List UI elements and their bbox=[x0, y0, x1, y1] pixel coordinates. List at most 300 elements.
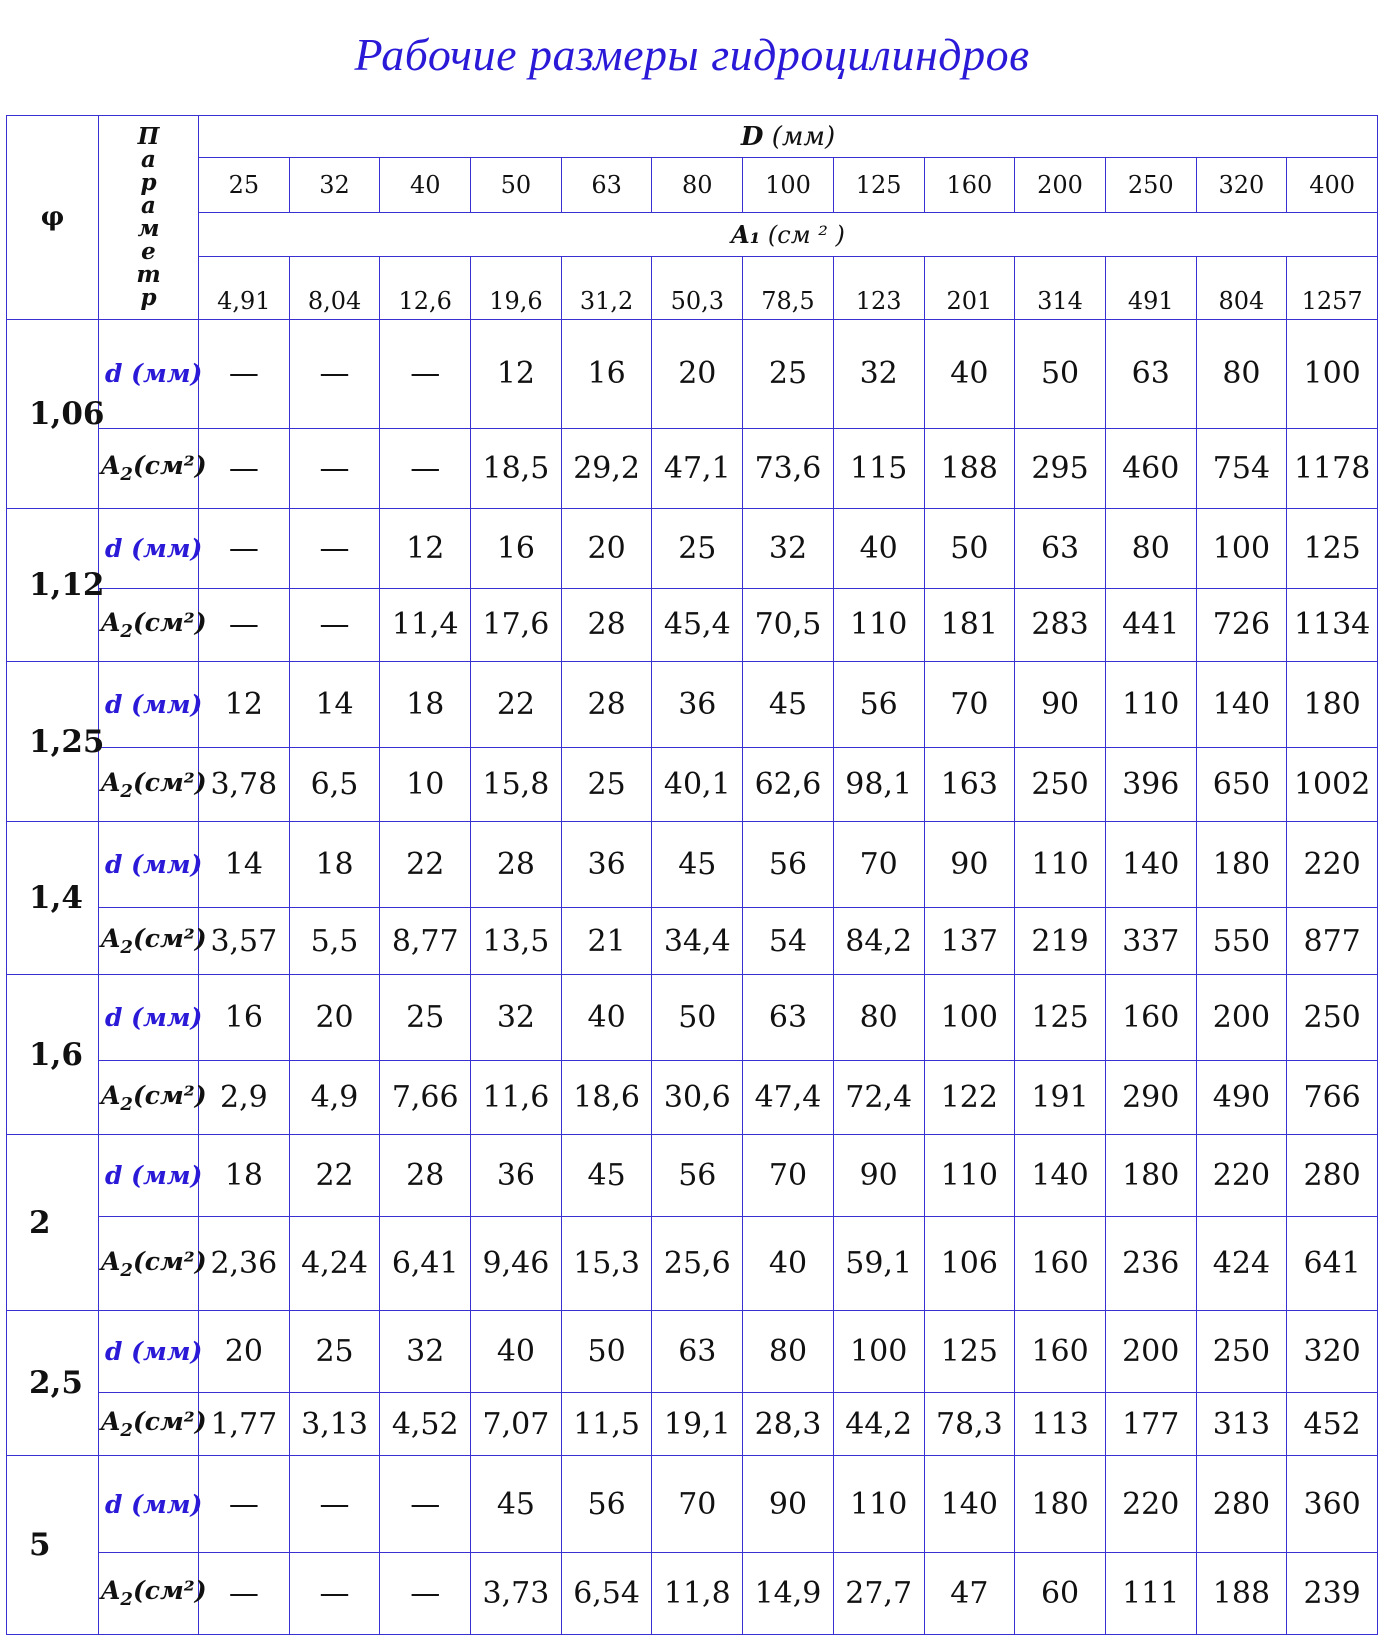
rod-diameter-cell: 20 bbox=[199, 1311, 290, 1393]
rod-diameter-cell: 140 bbox=[924, 1456, 1015, 1553]
rod-diameter-cell: 125 bbox=[1287, 508, 1378, 588]
annular-area-symbol: A bbox=[101, 1080, 121, 1110]
annular-area-cell: 2,9 bbox=[199, 1061, 290, 1135]
annular-area-cell: 460 bbox=[1105, 429, 1196, 509]
rod-diameter-cell: 28 bbox=[380, 1134, 471, 1216]
annular-area-cell: 4,24 bbox=[289, 1216, 380, 1311]
area-a1-unit: (см ² ) bbox=[767, 220, 845, 249]
annular-area-cell: 188 bbox=[924, 429, 1015, 509]
annular-area-cell: 1002 bbox=[1287, 748, 1378, 822]
rod-diameter-cell: 160 bbox=[1015, 1311, 1106, 1393]
diameter-value: 40 bbox=[380, 158, 471, 213]
annular-area-cell: 11,8 bbox=[652, 1552, 743, 1634]
area-a1-symbol: A₁ bbox=[731, 219, 761, 249]
area-a1-value: 314 bbox=[1015, 256, 1106, 319]
rod-diameter-cell: 80 bbox=[833, 975, 924, 1061]
annular-area-cell: 98,1 bbox=[833, 748, 924, 822]
parameter-letter: т bbox=[136, 261, 161, 289]
rod-diameter-cell: 40 bbox=[471, 1311, 562, 1393]
parameter-letter: р bbox=[140, 169, 157, 197]
annular-area-cell: — bbox=[199, 1552, 290, 1634]
annular-area-cell: 6,41 bbox=[380, 1216, 471, 1311]
rod-diameter-cell: 180 bbox=[1105, 1134, 1196, 1216]
annular-area-unit: (см²) bbox=[132, 1246, 207, 1276]
rod-diameter-cell: 90 bbox=[924, 821, 1015, 907]
annular-area-cell: 441 bbox=[1105, 588, 1196, 662]
parameter-letter: а bbox=[141, 146, 156, 174]
annular-area-cell: 18,6 bbox=[561, 1061, 652, 1135]
phi-column-header: φ bbox=[7, 116, 99, 320]
table-row-d bbox=[7, 1456, 1378, 1553]
annular-area-cell: 47,1 bbox=[652, 429, 743, 509]
rod-diameter-cell: 32 bbox=[833, 319, 924, 428]
annular-area-cell: 188 bbox=[1196, 1552, 1287, 1634]
annular-area-subscript: 2 bbox=[120, 937, 133, 959]
annular-area-symbol: A bbox=[101, 607, 121, 637]
annular-area-cell: 28,3 bbox=[743, 1393, 834, 1456]
annular-area-cell: 163 bbox=[924, 748, 1015, 822]
diameter-value: 320 bbox=[1196, 158, 1287, 213]
phi-value: 2,5 bbox=[7, 1311, 99, 1456]
area-a1-value: 19,6 bbox=[471, 256, 562, 319]
annular-area-cell: 160 bbox=[1015, 1216, 1106, 1311]
annular-area-cell: 11,4 bbox=[380, 588, 471, 662]
annular-area-cell: — bbox=[380, 1552, 471, 1634]
rod-diameter-cell: 50 bbox=[561, 1311, 652, 1393]
parameter-letter: П bbox=[137, 123, 160, 151]
rod-diameter-cell: 45 bbox=[561, 1134, 652, 1216]
header-row-d-values bbox=[7, 158, 1378, 213]
rod-diameter-cell: 25 bbox=[380, 975, 471, 1061]
annular-area-cell: 17,6 bbox=[471, 588, 562, 662]
rod-diameter-cell: 140 bbox=[1105, 821, 1196, 907]
annular-area-unit: (см²) bbox=[132, 607, 207, 637]
diameter-symbol: D bbox=[740, 121, 764, 152]
table-row-d bbox=[7, 1311, 1378, 1393]
table-row-a2 bbox=[7, 1061, 1378, 1135]
table-row-d bbox=[7, 975, 1378, 1061]
rod-diameter-label: d (мм) bbox=[99, 1134, 199, 1216]
rod-diameter-cell: 56 bbox=[652, 1134, 743, 1216]
annular-area-cell: 290 bbox=[1105, 1061, 1196, 1135]
annular-area-subscript: 2 bbox=[120, 464, 133, 486]
phi-value: 1,12 bbox=[7, 508, 99, 661]
page-title: Рабочие размеры гидроцилиндров bbox=[354, 29, 1030, 80]
annular-area-cell: 7,07 bbox=[471, 1393, 562, 1456]
annular-area-cell: 337 bbox=[1105, 907, 1196, 974]
rod-diameter-cell: 125 bbox=[924, 1311, 1015, 1393]
rod-diameter-cell: 40 bbox=[833, 508, 924, 588]
annular-area-cell: 650 bbox=[1196, 748, 1287, 822]
annular-area-cell: 313 bbox=[1196, 1393, 1287, 1456]
annular-area-cell: — bbox=[199, 588, 290, 662]
rod-diameter-label: d (мм) bbox=[99, 1456, 199, 1553]
annular-area-cell: — bbox=[380, 429, 471, 509]
rod-diameter-label: d (мм) bbox=[99, 975, 199, 1061]
rod-diameter-cell: — bbox=[199, 319, 290, 428]
phi-value: 1,6 bbox=[7, 975, 99, 1135]
rod-diameter-cell: 14 bbox=[199, 821, 290, 907]
diameter-value: 80 bbox=[652, 158, 743, 213]
annular-area-symbol: A bbox=[101, 1576, 121, 1606]
annular-area-cell: 6,54 bbox=[561, 1552, 652, 1634]
area-a1-value: 8,04 bbox=[289, 256, 380, 319]
annular-area-cell: 78,3 bbox=[924, 1393, 1015, 1456]
rod-diameter-cell: 63 bbox=[1105, 319, 1196, 428]
diameter-value: 32 bbox=[289, 158, 380, 213]
annular-area-cell: — bbox=[289, 429, 380, 509]
header-row-a1-values bbox=[7, 256, 1378, 319]
annular-area-cell: 6,5 bbox=[289, 748, 380, 822]
annular-area-symbol: A bbox=[101, 1407, 121, 1437]
annular-area-cell: 641 bbox=[1287, 1216, 1378, 1311]
annular-area-unit: (см²) bbox=[132, 451, 207, 481]
annular-area-cell: 5,5 bbox=[289, 907, 380, 974]
annular-area-subscript: 2 bbox=[120, 1259, 133, 1281]
rod-diameter-cell: 20 bbox=[652, 319, 743, 428]
annular-area-cell: — bbox=[289, 588, 380, 662]
annular-area-cell: 452 bbox=[1287, 1393, 1378, 1456]
rod-diameter-cell: 45 bbox=[471, 1456, 562, 1553]
parameter-letter: а bbox=[141, 192, 156, 220]
annular-area-symbol: A bbox=[101, 767, 121, 797]
rod-diameter-cell: 70 bbox=[743, 1134, 834, 1216]
phi-value: 2 bbox=[7, 1134, 99, 1310]
rod-diameter-cell: — bbox=[289, 319, 380, 428]
table-row-a2 bbox=[7, 907, 1378, 974]
annular-area-cell: 54 bbox=[743, 907, 834, 974]
annular-area-cell: 45,4 bbox=[652, 588, 743, 662]
diameter-unit: (мм) bbox=[771, 121, 836, 152]
annular-area-cell: 424 bbox=[1196, 1216, 1287, 1311]
rod-diameter-cell: 90 bbox=[833, 1134, 924, 1216]
table-body bbox=[7, 116, 1378, 1635]
annular-area-subscript: 2 bbox=[120, 1420, 133, 1442]
annular-area-cell: 10 bbox=[380, 748, 471, 822]
table-row-d bbox=[7, 821, 1378, 907]
rod-diameter-label: d (мм) bbox=[99, 508, 199, 588]
annular-area-cell: 59,1 bbox=[833, 1216, 924, 1311]
cylinder-dimensions-table bbox=[6, 115, 1378, 1635]
rod-diameter-cell: 56 bbox=[743, 821, 834, 907]
rod-diameter-cell: 14 bbox=[289, 662, 380, 748]
rod-diameter-cell: 280 bbox=[1196, 1456, 1287, 1553]
rod-diameter-cell: 32 bbox=[380, 1311, 471, 1393]
rod-diameter-cell: 18 bbox=[289, 821, 380, 907]
rod-diameter-cell: 360 bbox=[1287, 1456, 1378, 1553]
rod-diameter-cell: 18 bbox=[199, 1134, 290, 1216]
annular-area-symbol: A bbox=[101, 451, 121, 481]
table-row-a2 bbox=[7, 748, 1378, 822]
phi-value: 5 bbox=[7, 1456, 99, 1635]
annular-area-cell: 295 bbox=[1015, 429, 1106, 509]
rod-diameter-cell: 36 bbox=[652, 662, 743, 748]
annular-area-subscript: 2 bbox=[120, 780, 133, 802]
rod-diameter-cell: 36 bbox=[561, 821, 652, 907]
rod-diameter-cell: — bbox=[199, 508, 290, 588]
rod-diameter-cell: 12 bbox=[380, 508, 471, 588]
annular-area-cell: 11,5 bbox=[561, 1393, 652, 1456]
annular-area-cell: 4,52 bbox=[380, 1393, 471, 1456]
annular-area-cell: 766 bbox=[1287, 1061, 1378, 1135]
diameter-value: 63 bbox=[561, 158, 652, 213]
annular-area-cell: 15,3 bbox=[561, 1216, 652, 1311]
annular-area-cell: — bbox=[289, 1552, 380, 1634]
rod-diameter-cell: 100 bbox=[1287, 319, 1378, 428]
annular-area-cell: 191 bbox=[1015, 1061, 1106, 1135]
rod-diameter-cell: 90 bbox=[743, 1456, 834, 1553]
annular-area-cell: 3,13 bbox=[289, 1393, 380, 1456]
rod-diameter-cell: 25 bbox=[743, 319, 834, 428]
diameter-value: 200 bbox=[1015, 158, 1106, 213]
rod-diameter-cell: 20 bbox=[561, 508, 652, 588]
rod-diameter-cell: 28 bbox=[561, 662, 652, 748]
annular-area-cell: 84,2 bbox=[833, 907, 924, 974]
diameter-value: 125 bbox=[833, 158, 924, 213]
table-row-a2 bbox=[7, 1552, 1378, 1634]
phi-value: 1,25 bbox=[7, 662, 99, 822]
table-row-a2 bbox=[7, 1216, 1378, 1311]
rod-diameter-cell: 110 bbox=[1105, 662, 1196, 748]
header-row-a1-label bbox=[7, 212, 1378, 256]
rod-diameter-cell: 32 bbox=[471, 975, 562, 1061]
rod-diameter-cell: 180 bbox=[1015, 1456, 1106, 1553]
rod-diameter-label: d (мм) bbox=[99, 1311, 199, 1393]
annular-area-label bbox=[99, 1061, 207, 1135]
rod-diameter-cell: 16 bbox=[561, 319, 652, 428]
annular-area-cell: 25,6 bbox=[652, 1216, 743, 1311]
annular-area-cell: 47,4 bbox=[743, 1061, 834, 1135]
annular-area-cell: 18,5 bbox=[471, 429, 562, 509]
diameter-value: 250 bbox=[1105, 158, 1196, 213]
rod-diameter-cell: 200 bbox=[1105, 1311, 1196, 1393]
annular-area-cell: 9,46 bbox=[471, 1216, 562, 1311]
annular-area-cell: 754 bbox=[1196, 429, 1287, 509]
table-row-d bbox=[7, 1134, 1378, 1216]
parameter-column-header bbox=[99, 116, 199, 320]
parameter-letter: р bbox=[140, 284, 157, 312]
rod-diameter-cell: 320 bbox=[1287, 1311, 1378, 1393]
rod-diameter-cell: 12 bbox=[199, 662, 290, 748]
diameter-value: 160 bbox=[924, 158, 1015, 213]
rod-diameter-cell: 28 bbox=[471, 821, 562, 907]
annular-area-cell: 3,57 bbox=[199, 907, 290, 974]
annular-area-cell: 14,9 bbox=[743, 1552, 834, 1634]
rod-diameter-label: d (мм) bbox=[99, 662, 199, 748]
rod-diameter-cell: 45 bbox=[652, 821, 743, 907]
annular-area-symbol: A bbox=[101, 1246, 121, 1276]
annular-area-cell: 239 bbox=[1287, 1552, 1378, 1634]
area-a1-value: 201 bbox=[924, 256, 1015, 319]
area-a1-value: 12,6 bbox=[380, 256, 471, 319]
annular-area-cell: 1134 bbox=[1287, 588, 1378, 662]
annular-area-cell: 219 bbox=[1015, 907, 1106, 974]
annular-area-label bbox=[99, 1393, 207, 1456]
rod-diameter-cell: 12 bbox=[471, 319, 562, 428]
annular-area-cell: 7,66 bbox=[380, 1061, 471, 1135]
rod-diameter-cell: 16 bbox=[199, 975, 290, 1061]
annular-area-unit: (см²) bbox=[132, 1407, 207, 1437]
annular-area-label bbox=[99, 748, 207, 822]
annular-area-cell: 11,6 bbox=[471, 1061, 562, 1135]
rod-diameter-cell: 22 bbox=[471, 662, 562, 748]
rod-diameter-cell: — bbox=[380, 1456, 471, 1553]
table-row-d bbox=[7, 319, 1378, 428]
area-a1-value: 1257 bbox=[1287, 256, 1378, 319]
table-row-d bbox=[7, 508, 1378, 588]
diameter-header bbox=[199, 116, 1378, 158]
annular-area-cell: 8,77 bbox=[380, 907, 471, 974]
rod-diameter-cell: 63 bbox=[743, 975, 834, 1061]
annular-area-cell: 3,73 bbox=[471, 1552, 562, 1634]
annular-area-cell: 70,5 bbox=[743, 588, 834, 662]
annular-area-cell: 30,6 bbox=[652, 1061, 743, 1135]
rod-diameter-cell: 16 bbox=[471, 508, 562, 588]
rod-diameter-cell: 180 bbox=[1287, 662, 1378, 748]
annular-area-cell: 250 bbox=[1015, 748, 1106, 822]
rod-diameter-cell: 100 bbox=[1196, 508, 1287, 588]
rod-diameter-cell: 220 bbox=[1287, 821, 1378, 907]
table-row-d bbox=[7, 662, 1378, 748]
rod-diameter-cell: 220 bbox=[1196, 1134, 1287, 1216]
rod-diameter-cell: 100 bbox=[833, 1311, 924, 1393]
annular-area-cell: 19,1 bbox=[652, 1393, 743, 1456]
rod-diameter-cell: 280 bbox=[1287, 1134, 1378, 1216]
annular-area-label bbox=[99, 588, 207, 662]
rod-diameter-cell: 56 bbox=[561, 1456, 652, 1553]
rod-diameter-cell: 80 bbox=[1196, 319, 1287, 428]
rod-diameter-cell: 22 bbox=[380, 821, 471, 907]
annular-area-unit: (см²) bbox=[132, 1576, 207, 1606]
annular-area-cell: 34,4 bbox=[652, 907, 743, 974]
annular-area-cell: 177 bbox=[1105, 1393, 1196, 1456]
rod-diameter-cell: 80 bbox=[743, 1311, 834, 1393]
rod-diameter-cell: 20 bbox=[289, 975, 380, 1061]
annular-area-cell: 106 bbox=[924, 1216, 1015, 1311]
table-row-a2 bbox=[7, 1393, 1378, 1456]
rod-diameter-cell: 200 bbox=[1196, 975, 1287, 1061]
table-row-a2 bbox=[7, 429, 1378, 509]
annular-area-cell: 60 bbox=[1015, 1552, 1106, 1634]
annular-area-cell: 44,2 bbox=[833, 1393, 924, 1456]
annular-area-subscript: 2 bbox=[120, 620, 133, 642]
annular-area-cell: 877 bbox=[1287, 907, 1378, 974]
rod-diameter-cell: — bbox=[199, 1456, 290, 1553]
annular-area-cell: 13,5 bbox=[471, 907, 562, 974]
rod-diameter-cell: 100 bbox=[924, 975, 1015, 1061]
rod-diameter-cell: 70 bbox=[833, 821, 924, 907]
rod-diameter-cell: 180 bbox=[1196, 821, 1287, 907]
annular-area-cell: 73,6 bbox=[743, 429, 834, 509]
annular-area-unit: (см²) bbox=[132, 1080, 207, 1110]
diameter-value: 400 bbox=[1287, 158, 1378, 213]
annular-area-cell: 21 bbox=[561, 907, 652, 974]
rod-diameter-cell: 140 bbox=[1015, 1134, 1106, 1216]
annular-area-label bbox=[99, 1216, 207, 1311]
rod-diameter-cell: — bbox=[380, 319, 471, 428]
rod-diameter-cell: 250 bbox=[1196, 1311, 1287, 1393]
rod-diameter-cell: 70 bbox=[924, 662, 1015, 748]
rod-diameter-cell: 40 bbox=[561, 975, 652, 1061]
rod-diameter-cell: 140 bbox=[1196, 662, 1287, 748]
annular-area-cell: 2,36 bbox=[199, 1216, 290, 1311]
annular-area-cell: 110 bbox=[833, 588, 924, 662]
annular-area-cell: — bbox=[199, 429, 290, 509]
annular-area-label bbox=[99, 429, 207, 509]
rod-diameter-cell: 220 bbox=[1105, 1456, 1196, 1553]
rod-diameter-cell: 50 bbox=[1015, 319, 1106, 428]
rod-diameter-cell: 125 bbox=[1015, 975, 1106, 1061]
annular-area-cell: 726 bbox=[1196, 588, 1287, 662]
rod-diameter-cell: 36 bbox=[471, 1134, 562, 1216]
annular-area-subscript: 2 bbox=[120, 1093, 133, 1115]
rod-diameter-cell: 110 bbox=[924, 1134, 1015, 1216]
area-a1-value: 31,2 bbox=[561, 256, 652, 319]
annular-area-subscript: 2 bbox=[120, 1589, 133, 1611]
rod-diameter-cell: 25 bbox=[289, 1311, 380, 1393]
rod-diameter-cell: 50 bbox=[652, 975, 743, 1061]
annular-area-cell: 550 bbox=[1196, 907, 1287, 974]
annular-area-cell: 25 bbox=[561, 748, 652, 822]
rod-diameter-cell: — bbox=[289, 508, 380, 588]
annular-area-cell: 29,2 bbox=[561, 429, 652, 509]
area-a1-value: 4,91 bbox=[199, 256, 290, 319]
annular-area-cell: 490 bbox=[1196, 1061, 1287, 1135]
parameter-letter: м bbox=[137, 215, 160, 243]
area-a1-value: 491 bbox=[1105, 256, 1196, 319]
rod-diameter-cell: — bbox=[289, 1456, 380, 1553]
rod-diameter-cell: 110 bbox=[1015, 821, 1106, 907]
annular-area-cell: 47 bbox=[924, 1552, 1015, 1634]
rod-diameter-cell: 25 bbox=[652, 508, 743, 588]
annular-area-cell: 28 bbox=[561, 588, 652, 662]
rod-diameter-cell: 56 bbox=[833, 662, 924, 748]
annular-area-cell: 40,1 bbox=[652, 748, 743, 822]
annular-area-cell: 236 bbox=[1105, 1216, 1196, 1311]
rod-diameter-cell: 250 bbox=[1287, 975, 1378, 1061]
annular-area-cell: 181 bbox=[924, 588, 1015, 662]
annular-area-cell: 3,78 bbox=[199, 748, 290, 822]
rod-diameter-cell: 70 bbox=[652, 1456, 743, 1553]
annular-area-cell: 283 bbox=[1015, 588, 1106, 662]
rod-diameter-cell: 63 bbox=[1015, 508, 1106, 588]
annular-area-cell: 4,9 bbox=[289, 1061, 380, 1135]
rod-diameter-cell: 80 bbox=[1105, 508, 1196, 588]
rod-diameter-cell: 22 bbox=[289, 1134, 380, 1216]
area-a1-value: 50,3 bbox=[652, 256, 743, 319]
annular-area-cell: 122 bbox=[924, 1061, 1015, 1135]
annular-area-unit: (см²) bbox=[132, 924, 207, 954]
parameter-letter: е bbox=[141, 238, 156, 266]
phi-value: 1,06 bbox=[7, 319, 99, 508]
rod-diameter-cell: 40 bbox=[924, 319, 1015, 428]
header-row-d-label bbox=[7, 116, 1378, 158]
diameter-value: 100 bbox=[743, 158, 834, 213]
annular-area-cell: 40 bbox=[743, 1216, 834, 1311]
rod-diameter-cell: 18 bbox=[380, 662, 471, 748]
annular-area-cell: 113 bbox=[1015, 1393, 1106, 1456]
area-a1-header bbox=[199, 212, 1378, 256]
area-a1-value: 78,5 bbox=[743, 256, 834, 319]
rod-diameter-label: d (мм) bbox=[99, 821, 199, 907]
rod-diameter-cell: 90 bbox=[1015, 662, 1106, 748]
table-row-a2 bbox=[7, 588, 1378, 662]
diameter-value: 50 bbox=[471, 158, 562, 213]
rod-diameter-cell: 63 bbox=[652, 1311, 743, 1393]
rod-diameter-cell: 45 bbox=[743, 662, 834, 748]
diameter-value: 25 bbox=[199, 158, 290, 213]
annular-area-cell: 1,77 bbox=[199, 1393, 290, 1456]
